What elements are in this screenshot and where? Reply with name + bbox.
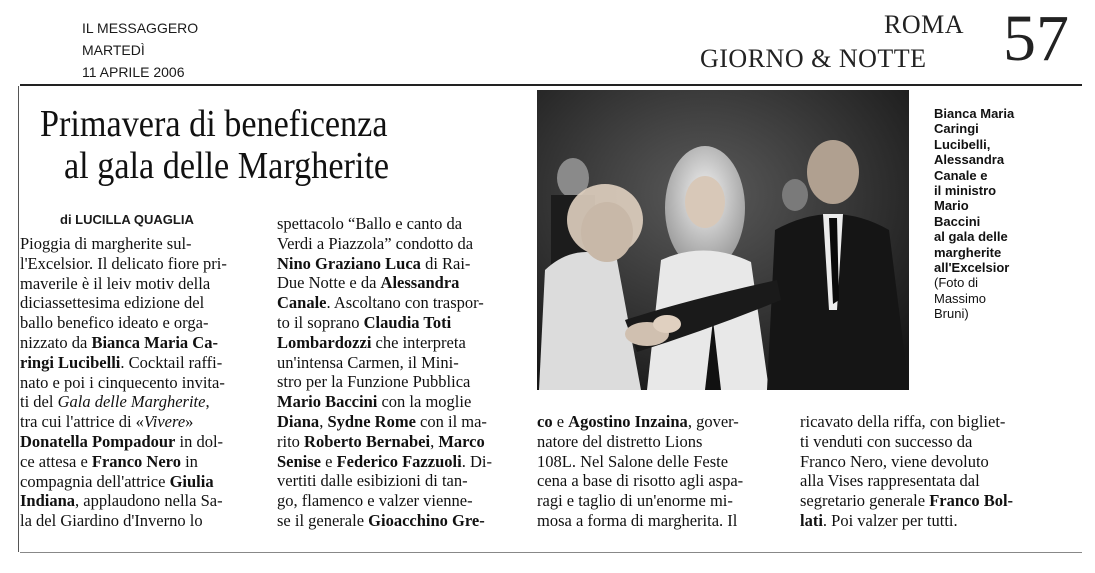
section-name: GIORNO & NOTTE bbox=[700, 44, 927, 73]
text-run: rito bbox=[277, 431, 305, 451]
text-run: cena a base di risotto agli aspa- bbox=[537, 471, 744, 491]
text-run: ce attesa e bbox=[20, 451, 92, 471]
text-line bbox=[277, 333, 515, 353]
text-run: se il generale bbox=[277, 510, 369, 530]
photo-credit-line: Bruni) bbox=[934, 306, 969, 322]
byline: di LUCILLA QUAGLIA bbox=[60, 212, 194, 227]
text-line bbox=[277, 372, 515, 392]
article-column-2 bbox=[277, 214, 515, 531]
text-line bbox=[20, 412, 257, 432]
photo-credit-line: Massimo bbox=[934, 290, 987, 306]
text-line bbox=[800, 511, 1046, 531]
bold-name: Franco Bol- bbox=[929, 491, 1014, 511]
text-run: che interpreta bbox=[371, 332, 466, 352]
bold-name: Gioacchino Gre- bbox=[368, 510, 485, 530]
page-number: 57 bbox=[1003, 2, 1069, 75]
caption-line: Canale e bbox=[934, 167, 988, 183]
bold-name: Bianca Maria Ca- bbox=[91, 332, 218, 352]
text-line bbox=[277, 511, 515, 531]
text-line bbox=[20, 333, 257, 353]
bold-name: lati bbox=[800, 510, 823, 530]
bold-name: Federico Fazzuoli bbox=[336, 451, 462, 471]
text-line bbox=[537, 471, 781, 491]
text-run: ballo benefico ideato e orga- bbox=[20, 313, 209, 333]
text-line bbox=[20, 452, 257, 472]
text-line bbox=[277, 293, 515, 313]
text-run: . Ascoltano con traspor- bbox=[326, 293, 484, 313]
bold-name: Senise bbox=[277, 451, 322, 471]
text-run: stro per la Funzione Pubblica bbox=[277, 372, 471, 392]
text-run: con la moglie bbox=[377, 392, 472, 412]
bold-name: Franco Nero bbox=[91, 451, 181, 471]
text-run: tra cui l'attrice di « bbox=[20, 412, 144, 432]
bold-name: Mario Baccini bbox=[277, 392, 378, 412]
text-run: natore del distretto Lions bbox=[537, 431, 703, 451]
text-line bbox=[20, 373, 257, 393]
text-line bbox=[537, 452, 781, 472]
text-line bbox=[20, 313, 257, 333]
bold-name: Canale bbox=[277, 293, 327, 313]
bold-name: Indiana bbox=[20, 491, 76, 511]
text-line bbox=[800, 471, 1046, 491]
caption-line: Baccini bbox=[934, 213, 981, 229]
bold-name: Agostino Inzaina bbox=[568, 412, 688, 431]
caption-line: Bianca Maria bbox=[934, 106, 1015, 121]
text-run: nizzato da bbox=[20, 332, 92, 352]
text-run: in dol- bbox=[175, 431, 224, 451]
text-run: » bbox=[185, 412, 194, 432]
text-run: e bbox=[321, 451, 337, 471]
article-title-line1: Primavera di beneficenza bbox=[40, 103, 388, 145]
bold-name: Donatella Pompadour bbox=[20, 431, 176, 451]
bold-name: Marco bbox=[438, 431, 485, 451]
text-line bbox=[277, 353, 515, 373]
text-line bbox=[277, 452, 515, 472]
text-run: maverile è il leiv motiv della bbox=[20, 273, 211, 293]
text-line bbox=[537, 412, 781, 432]
text-run: Verdi a Piazzola” condotto da bbox=[277, 233, 474, 253]
text-line bbox=[537, 491, 781, 511]
bottom-rule bbox=[20, 552, 1082, 553]
text-run: con il ma- bbox=[415, 411, 487, 431]
bold-name: Diana bbox=[277, 411, 320, 431]
text-line bbox=[20, 511, 257, 531]
text-line bbox=[20, 353, 257, 373]
text-run: e bbox=[552, 412, 569, 431]
text-line bbox=[20, 392, 257, 412]
text-line bbox=[800, 412, 1046, 432]
text-run: , bbox=[319, 411, 328, 431]
text-run: spettacolo “Ballo e canto da bbox=[277, 214, 463, 233]
text-run: nato e poi i cinquecento invita- bbox=[20, 372, 225, 392]
photo-credit-line: (Foto di bbox=[934, 275, 979, 291]
text-run: . Di- bbox=[461, 451, 492, 471]
text-line bbox=[20, 472, 257, 492]
text-run: mosa a forma di margherita. Il bbox=[537, 510, 738, 530]
text-line bbox=[277, 491, 515, 511]
caption-line: al gala delle bbox=[934, 229, 1008, 245]
caption-line: margherite bbox=[934, 244, 1002, 260]
caption-line: il ministro bbox=[934, 183, 997, 199]
text-line bbox=[20, 254, 257, 274]
weekday: MARTEDÌ bbox=[82, 42, 145, 58]
section-city: ROMA bbox=[884, 10, 965, 39]
bold-name: Nino Graziano Luca bbox=[277, 253, 421, 273]
text-run: , applaudono nella Sa- bbox=[75, 491, 223, 511]
text-run: segretario generale bbox=[800, 491, 930, 511]
text-run: 108L. Nel Salone delle Feste bbox=[537, 451, 729, 471]
bold-name: Sydne Rome bbox=[327, 411, 416, 431]
bold-name: Giulia bbox=[169, 471, 214, 491]
text-run: to il soprano bbox=[277, 312, 364, 332]
text-line bbox=[277, 392, 515, 412]
bold-name: ringi Lucibelli bbox=[20, 352, 121, 372]
text-line bbox=[277, 313, 515, 333]
text-line bbox=[277, 234, 515, 254]
text-run: . Poi valzer per tutti. bbox=[822, 510, 958, 530]
text-run: diciassettesima edizione del bbox=[20, 293, 205, 313]
text-run: Franco Nero, viene devoluto bbox=[800, 451, 989, 471]
text-line bbox=[20, 234, 257, 254]
text-run: , bbox=[430, 431, 439, 451]
photo-caption bbox=[934, 106, 1044, 322]
text-line bbox=[20, 293, 257, 313]
italic-title: Gala delle Margherite bbox=[57, 392, 206, 412]
text-run: ti del bbox=[20, 392, 58, 412]
article-title-line2: al gala delle Margherite bbox=[64, 145, 390, 187]
text-line bbox=[277, 273, 515, 293]
text-run: un'intensa Carmen, il Mini- bbox=[277, 352, 459, 372]
bold-name: Claudia Toti bbox=[363, 312, 452, 332]
text-run: ricavato della riffa, con bigliet- bbox=[800, 412, 1006, 431]
text-run: ragi e taglio di un'enorme mi- bbox=[537, 491, 733, 511]
text-line bbox=[277, 432, 515, 452]
bold-name: Lombardozzi bbox=[277, 332, 372, 352]
caption-line: all'Excelsior bbox=[934, 260, 1010, 276]
caption-line: Alessandra bbox=[934, 152, 1005, 168]
text-line bbox=[277, 254, 515, 274]
text-line bbox=[800, 432, 1046, 452]
text-line bbox=[537, 511, 781, 531]
text-run: l'Excelsior. Il delicato fiore pri- bbox=[20, 253, 227, 273]
text-run: la del Giardino d'Inverno lo bbox=[20, 511, 203, 531]
publication-date: 11 APRILE 2006 bbox=[82, 64, 185, 80]
text-line bbox=[800, 452, 1046, 472]
header-rule bbox=[20, 84, 1082, 86]
text-run: , bbox=[205, 392, 210, 412]
text-line bbox=[277, 412, 515, 432]
left-border bbox=[18, 86, 19, 552]
text-run: Due Notte e da bbox=[277, 273, 381, 293]
text-line bbox=[20, 274, 257, 294]
text-line bbox=[537, 432, 781, 452]
text-run: ti venduti con successo da bbox=[800, 431, 973, 451]
caption-line: Caringi bbox=[934, 121, 979, 137]
text-run: Pioggia di margherite sul- bbox=[20, 234, 192, 253]
text-line bbox=[20, 432, 257, 452]
text-run: compagnia dell'attrice bbox=[20, 471, 170, 491]
text-line bbox=[277, 471, 515, 491]
photo-illustration bbox=[537, 90, 909, 390]
text-run: go, flamenco e valzer vienne- bbox=[277, 491, 473, 511]
italic-title: Vivere bbox=[143, 412, 186, 432]
text-run: . Cocktail raffi- bbox=[120, 352, 223, 372]
caption-line: Lucibelli, bbox=[934, 136, 991, 152]
text-run: alla Vises rappresentata dal bbox=[800, 471, 980, 491]
text-run: in bbox=[180, 451, 198, 471]
text-run: vertiti dalle esibizioni di tan- bbox=[277, 471, 468, 491]
article-column-1 bbox=[20, 234, 257, 531]
bold-name: Roberto Bernabei bbox=[304, 431, 431, 451]
text-line bbox=[277, 214, 515, 234]
text-run: di Rai- bbox=[420, 253, 471, 273]
text-line bbox=[20, 491, 257, 511]
bold-name: Alessandra bbox=[380, 273, 460, 293]
caption-line: Mario bbox=[934, 198, 969, 214]
article-column-4 bbox=[800, 412, 1046, 531]
text-line bbox=[800, 491, 1046, 511]
text-run: , gover- bbox=[687, 412, 739, 431]
article-column-3 bbox=[537, 412, 781, 531]
bold-name: co bbox=[537, 412, 553, 431]
gala-photo bbox=[537, 90, 909, 390]
newspaper-name: IL MESSAGGERO bbox=[82, 20, 199, 36]
